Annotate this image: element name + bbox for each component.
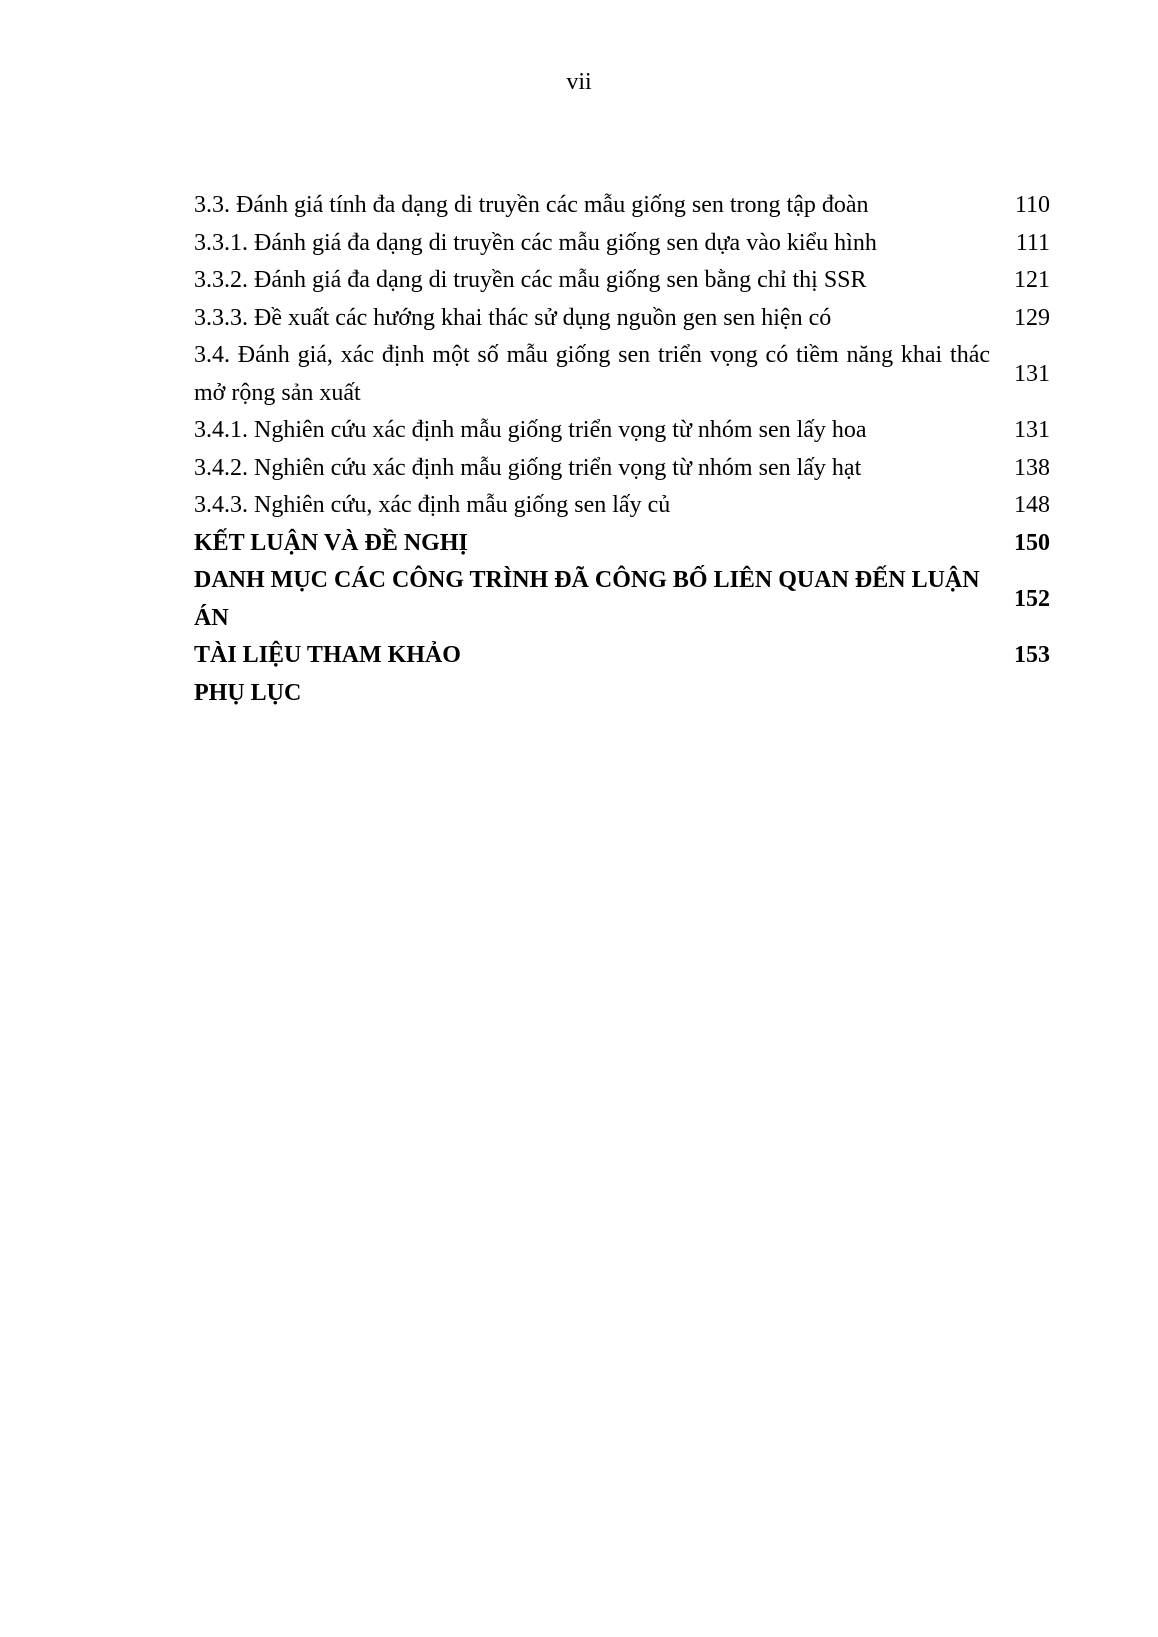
toc-entry-page: 110 xyxy=(1014,192,1050,218)
toc-entry-page: 152 xyxy=(1014,585,1050,612)
toc-entry xyxy=(194,637,1050,675)
toc-entry-title: 3.4.3. Nghiên cứu, xác định mẫu giống sen lấy củ xyxy=(194,492,671,518)
toc-entry-title: PHỤ LỤC xyxy=(194,679,302,706)
toc-entry-title: 3.3.1. Đánh giá đa dạng di truyền các mẫu giống sen dựa vào kiểu hình xyxy=(194,229,877,256)
toc-entry-title: 3.3. Đánh giá tính đa dạng di truyền các mẫu giống sen trong tập đoàn xyxy=(194,192,869,218)
toc-entry-page: 153 xyxy=(1014,642,1050,668)
toc-entry-page: 148 xyxy=(1014,492,1050,518)
toc-entry-title: TÀI LIỆU THAM KHẢO xyxy=(194,642,461,668)
toc-entry xyxy=(194,262,1050,300)
toc-entry xyxy=(194,412,1050,450)
toc-entry-title: 3.3.3. Đề xuất các hướng khai thác sử dụng nguồn gen sen hiện có xyxy=(194,304,832,331)
toc-entry-page: 150 xyxy=(1014,529,1050,556)
toc-entry xyxy=(194,525,1050,563)
toc-entry xyxy=(194,337,1050,412)
toc-entry-title: DANH MỤC CÁC CÔNG TRÌNH ĐÃ CÔNG BỐ LIÊN QUAN ĐẾN LUẬN ÁN xyxy=(194,567,980,631)
toc-entry xyxy=(194,300,1050,338)
toc-entry xyxy=(194,487,1050,525)
toc-entry-page: 121 xyxy=(1014,267,1050,293)
page-number: vii xyxy=(566,69,592,95)
toc-entry xyxy=(194,187,1050,225)
toc-entry-page: 131 xyxy=(1014,360,1050,387)
toc-entry-title: KẾT LUẬN VÀ ĐỀ NGHỊ xyxy=(194,529,468,556)
toc-entry-page: 111 xyxy=(1015,229,1050,256)
table-of-contents xyxy=(194,187,1050,712)
toc-entry xyxy=(194,562,1050,637)
toc-entry-title: 3.4. Đánh giá, xác định một số mẫu giống sen triển vọng có tiềm năng khai thác mở rộng sản xuất xyxy=(194,342,990,406)
toc-entry xyxy=(194,225,1050,263)
toc-entry-page: 138 xyxy=(1014,454,1050,481)
toc-entry-title: 3.4.2. Nghiên cứu xác định mẫu giống triển vọng từ nhóm sen lấy hạt xyxy=(194,454,862,481)
toc-entry-page: 131 xyxy=(1014,417,1050,443)
toc-entry-title: 3.4.1. Nghiên cứu xác định mẫu giống triển vọng từ nhóm sen lấy hoa xyxy=(194,417,867,443)
toc-entry-title: 3.3.2. Đánh giá đa dạng di truyền các mẫu giống sen bằng chỉ thị SSR xyxy=(194,267,867,293)
toc-entry xyxy=(194,675,1050,713)
toc-entry-page: 129 xyxy=(1014,304,1050,331)
toc-entry xyxy=(194,450,1050,488)
